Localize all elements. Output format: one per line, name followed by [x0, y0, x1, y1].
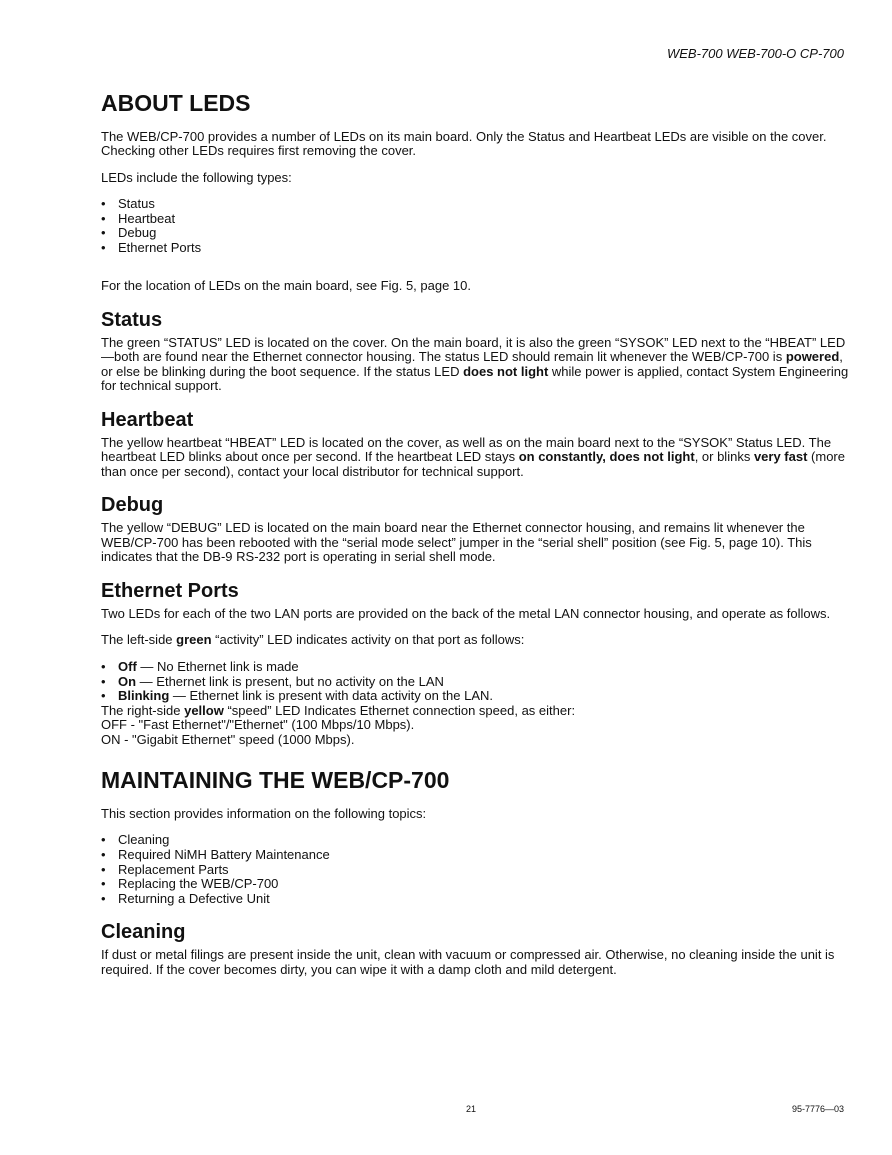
page-content — [101, 90, 849, 989]
list-item: • Returning a Defective Unit — [101, 892, 849, 907]
led-types-lead: LEDs include the following types: — [101, 169, 292, 185]
list-item: • Heartbeat — [101, 212, 849, 227]
list-item: • Debug — [101, 226, 849, 241]
ethernet-right-led: The right-side yellow “speed” LED Indicates Ethernet connection speed, as either: — [101, 702, 576, 718]
list-item: • Blinking — Ethernet link is present with data activity on the LAN. — [101, 689, 849, 704]
ethernet-left-led: The left-side green “activity” LED indicates activity on that port as follows: — [101, 632, 525, 648]
list-item: • Status — [101, 197, 849, 212]
heading-status: Status — [101, 308, 163, 331]
heading-cleaning: Cleaning — [101, 921, 186, 944]
heading-about-leds: ABOUT LEDS — [101, 90, 251, 116]
maintaining-topics-list — [101, 833, 849, 906]
heading-debug: Debug — [101, 494, 164, 517]
speed-off-line: OFF - "Fast Ethernet"/"Ethernet" (100 Mbps/10 Mbps). — [101, 717, 415, 733]
list-item: • Cleaning — [101, 833, 849, 848]
list-item: • On — Ethernet link is present, but no activity on the LAN — [101, 675, 849, 690]
list-item: • Required NiMH Battery Maintenance — [101, 848, 849, 863]
list-item: • Replacing the WEB/CP-700 — [101, 877, 849, 892]
ethernet-speed-block — [101, 704, 849, 748]
led-types-list — [101, 197, 849, 255]
debug-text: The yellow “DEBUG” LED is located on the main board near the Ethernet connector housing, and remains lit whenever the WEB/CP-700 has been rebooted with the “serial mode select” jumper in the “serial shell” position (see Fig. 5, page 10). This indicates that the DB-9 RS-232 port is operating in serial shell mode. — [101, 520, 812, 565]
heading-maintaining: MAINTAINING THE WEB/CP-700 — [101, 767, 450, 794]
list-item: • Off — No Ethernet link is made — [101, 660, 849, 675]
speed-on-line: ON - "Gigabit Ethernet" speed (1000 Mbps). — [101, 731, 355, 747]
running-header: WEB-700 WEB-700-O CP-700 — [666, 46, 844, 61]
list-item: • Replacement Parts — [101, 863, 849, 878]
led-location-note: For the location of LEDs on the main board, see Fig. 5, page 10. — [101, 278, 471, 294]
ethernet-activity-list — [101, 660, 849, 704]
about-leds-intro: The WEB/CP-700 provides a number of LEDs on its main board. Only the Status and Heartbeat LEDs are visible on the cover. Checking other LEDs requires first removing the cover. — [101, 128, 827, 159]
status-text: The green “STATUS” LED is located on the cover. On the main board, it is also the green “SYSOK” LED next to the “HBEAT” LED—both are found near the Ethernet connector housing. The status LED should remain lit whenever the WEB/CP-700 is powered, or else be blinking during the boot sequence. If the status LED does not light while power is applied, contact System Engineering for technical support. — [101, 334, 849, 394]
heading-ethernet-ports: Ethernet Ports — [101, 579, 239, 602]
heartbeat-text: The yellow heartbeat “HBEAT” LED is located on the cover, as well as on the main board next to the “SYSOK” Status LED. The heartbeat LED blinks about once per second. If the heartbeat LED stays on constantly, does not light, or blinks very fast (more than once per second), contact your local distributor for technical support. — [101, 434, 845, 479]
heading-heartbeat: Heartbeat — [101, 408, 194, 431]
list-item: • Ethernet Ports — [101, 241, 849, 256]
cleaning-text: If dust or metal filings are present inside the unit, clean with vacuum or compressed air. Otherwise, no cleaning inside the unit is required. If the cover becomes dirty, you can wipe it with a damp cloth and mild detergent. — [101, 947, 835, 977]
page-number: 21 — [466, 1104, 477, 1114]
maintaining-intro: This section provides information on the following topics: — [101, 805, 427, 821]
ethernet-intro: Two LEDs for each of the two LAN ports are provided on the back of the metal LAN connector housing, and operate as follows. — [101, 605, 831, 621]
document-number: 95-7776—03 — [791, 1104, 844, 1114]
